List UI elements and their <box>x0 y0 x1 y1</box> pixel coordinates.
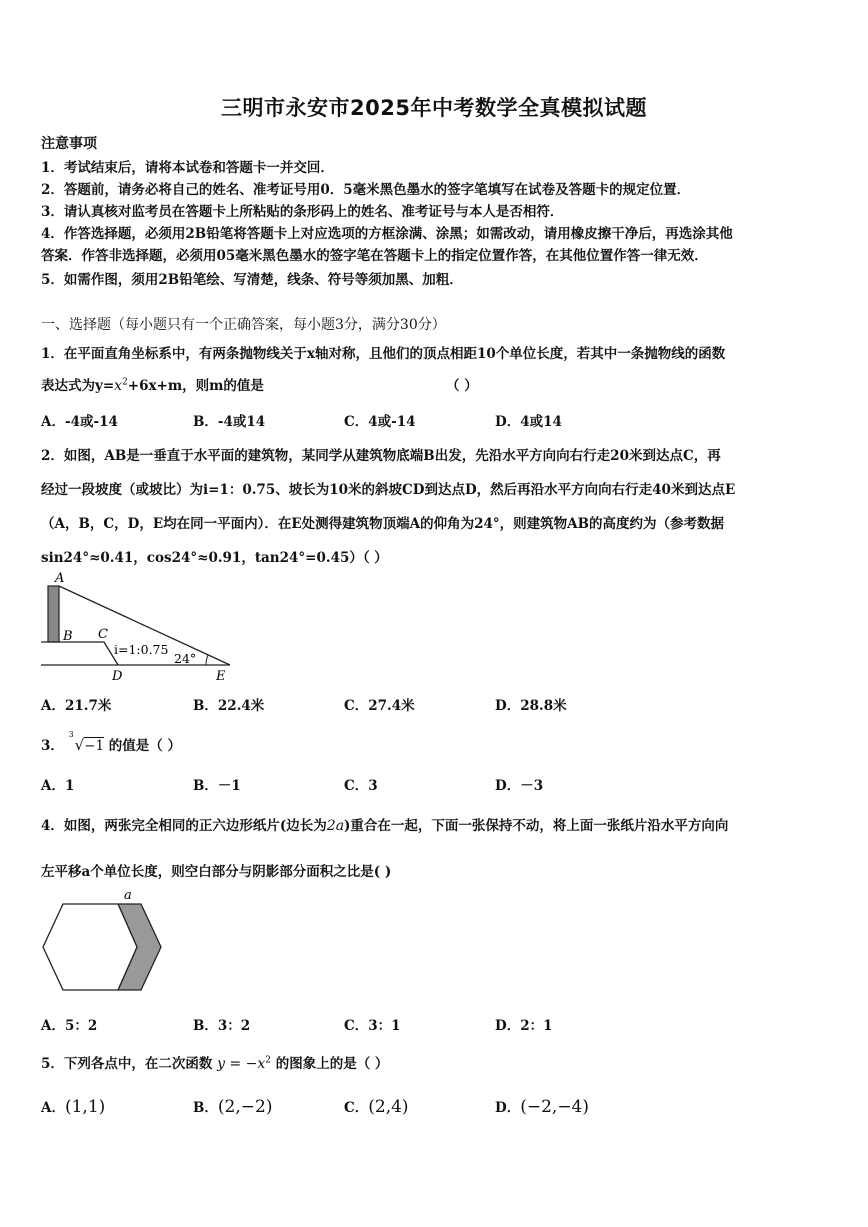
q5-function: y = −x <box>217 1056 266 1072</box>
label-a-small: a <box>124 888 132 903</box>
q5-suffix: 的图象上的是（ ） <box>275 1056 389 1072</box>
q2-option-c: C．27.4米 <box>344 698 415 714</box>
q4-option-b: B．3：2 <box>193 1018 251 1034</box>
note-item: 答案．作答非选择题，必须用05毫米黑色墨水的签字笔在答题卡上的指定位置作答，在其他位置作答一律无效． <box>41 248 708 264</box>
note-item: 4．作答选择题，必须用2B铅笔将答题卡上对应选项的方框涂满、涂黑；如需改动，请用橡皮擦干净后，再选涂其他 <box>41 226 733 242</box>
note-item: 2．答题前，请务必将自己的姓名、准考证号用0．5毫米黑色墨水的签字笔填写在试卷及答题卡的规定位置． <box>41 182 691 198</box>
q4-option-c: C．3：1 <box>344 1018 401 1034</box>
q5-prefix: 5．下列各点中，在二次函数 <box>41 1056 213 1072</box>
q3-option-d: D．－3 <box>495 778 544 794</box>
q2-line1: 2．如图，AB是一垂直于水平面的建筑物，某同学从建筑物底端B出发，先沿水平方向向右行走20米到达点C，再 <box>41 448 721 464</box>
q4-option-d: D．2：1 <box>495 1018 553 1034</box>
q1-option-b: B．-4或14 <box>193 414 266 430</box>
q3-option-c: C．3 <box>344 778 378 794</box>
q5-option-d-value: (−2,−4) <box>520 1097 590 1117</box>
q1-line1: 1．在平面直角坐标系中，有两条抛物线关于x轴对称，且他们的顶点相距10个单位长度，若其中一条抛物线的函数 <box>41 346 726 362</box>
q3-suffix: 的值是（ ） <box>108 738 181 754</box>
label-d: D <box>112 669 123 684</box>
label-b: B <box>63 629 73 644</box>
label-c: C <box>98 627 108 642</box>
q5-option-b <box>193 1096 272 1117</box>
q1-option-a: A．-4或-14 <box>41 414 118 430</box>
q1-prefix: 表达式为y= <box>41 378 115 394</box>
q4-figure <box>38 886 168 1004</box>
label-e: E <box>216 669 226 684</box>
note-item: 1．考试结束后，请将本试卷和答题卡一并交回． <box>41 160 334 176</box>
q5-function-exp: 2 <box>265 1055 272 1066</box>
notes-heading: 注意事项 <box>41 136 97 152</box>
q5-option-b-value: (2,−2) <box>217 1097 273 1117</box>
q4-text-a: 4．如图，两张完全相同的正六边形纸片(边长为 <box>41 818 327 834</box>
note-item: 5．如需作图，须用2B铅笔绘、写清楚，线条、符号等须加黑、加粗． <box>41 272 463 288</box>
q5-option-c-letter: C． <box>344 1100 369 1116</box>
q1-option-c: C．4或-14 <box>344 414 416 430</box>
q3-line <box>41 730 181 754</box>
slope-label: i=1:0.75 <box>114 642 169 657</box>
q5-option-a-letter: A． <box>41 1100 65 1116</box>
q1-line2 <box>41 374 264 394</box>
q1-x: x <box>114 378 123 394</box>
q4-text-b: )重合在一起，下面一张保持不动，将上面一张纸片沿水平方向向 <box>344 818 729 834</box>
q3-root-index: 3 <box>68 730 74 739</box>
q2-line3: （A，B，C，D，E均在同一平面内）．在E处测得建筑物顶端A的仰角为24°，则建筑物AB的高度约为（参考数据 <box>41 516 725 532</box>
q2-option-b: B．22.4米 <box>193 698 265 714</box>
note-item: 3．请认真核对监考员在答题卡上所粘贴的条形码上的姓名、准考证号与本人是否相符． <box>41 204 564 220</box>
q3-option-b: B．－1 <box>193 778 241 794</box>
q1-exp: 2 <box>122 377 128 388</box>
q3-prefix: 3． <box>41 738 64 754</box>
q1-answer-paren: （ ） <box>446 378 478 394</box>
q4-line2: 左平移a个单位长度，则空白部分与阴影部分面积之比是( ) <box>41 864 392 880</box>
q2-option-d: D．28.8米 <box>495 698 567 714</box>
q4-option-a: A．5：2 <box>41 1018 98 1034</box>
angle-label: 24° <box>174 651 197 666</box>
hexagon-white <box>43 904 137 990</box>
page-title: 三明市永安市2025年中考数学全真模拟试题 <box>221 96 647 120</box>
q5-option-a-value: (1,1) <box>64 1097 106 1117</box>
q2-line4: sin24°≈0.41，cos24°≈0.91，tan24°=0.45）（ ） <box>41 550 388 566</box>
q5-option-a <box>41 1096 105 1117</box>
q4-line1 <box>41 814 728 834</box>
label-a: A <box>55 571 65 586</box>
q2-option-a: A．21.7米 <box>41 698 112 714</box>
q3-radicand: −1 <box>84 738 105 754</box>
building-ab <box>48 586 59 642</box>
q2-line2: 经过一段坡度（或坡比）为i=1：0.75、坡长为10米的斜坡CD到达点D，然后再沿水平方向向右行走40米到达点E <box>41 482 736 498</box>
q1-option-d: D．4或14 <box>495 414 562 430</box>
q1-suffix: +6x+m，则m的值是 <box>127 378 264 394</box>
q3-cube-root: 3 √−1 <box>68 730 105 754</box>
q3-option-a: A．1 <box>41 778 75 794</box>
angle-arc <box>206 655 208 665</box>
q5-option-c-value: (2,4) <box>368 1097 409 1117</box>
section-title: 一、选择题（每小题只有一个正确答案，每小题3分，满分30分） <box>41 317 446 333</box>
q5-option-d <box>495 1096 589 1117</box>
q5-option-b-letter: B． <box>193 1100 218 1116</box>
q4-math: 2a <box>326 818 345 834</box>
q2-figure <box>38 566 238 686</box>
q5-option-c <box>344 1096 409 1117</box>
q5-line <box>41 1052 388 1072</box>
q5-option-d-letter: D． <box>495 1100 521 1116</box>
